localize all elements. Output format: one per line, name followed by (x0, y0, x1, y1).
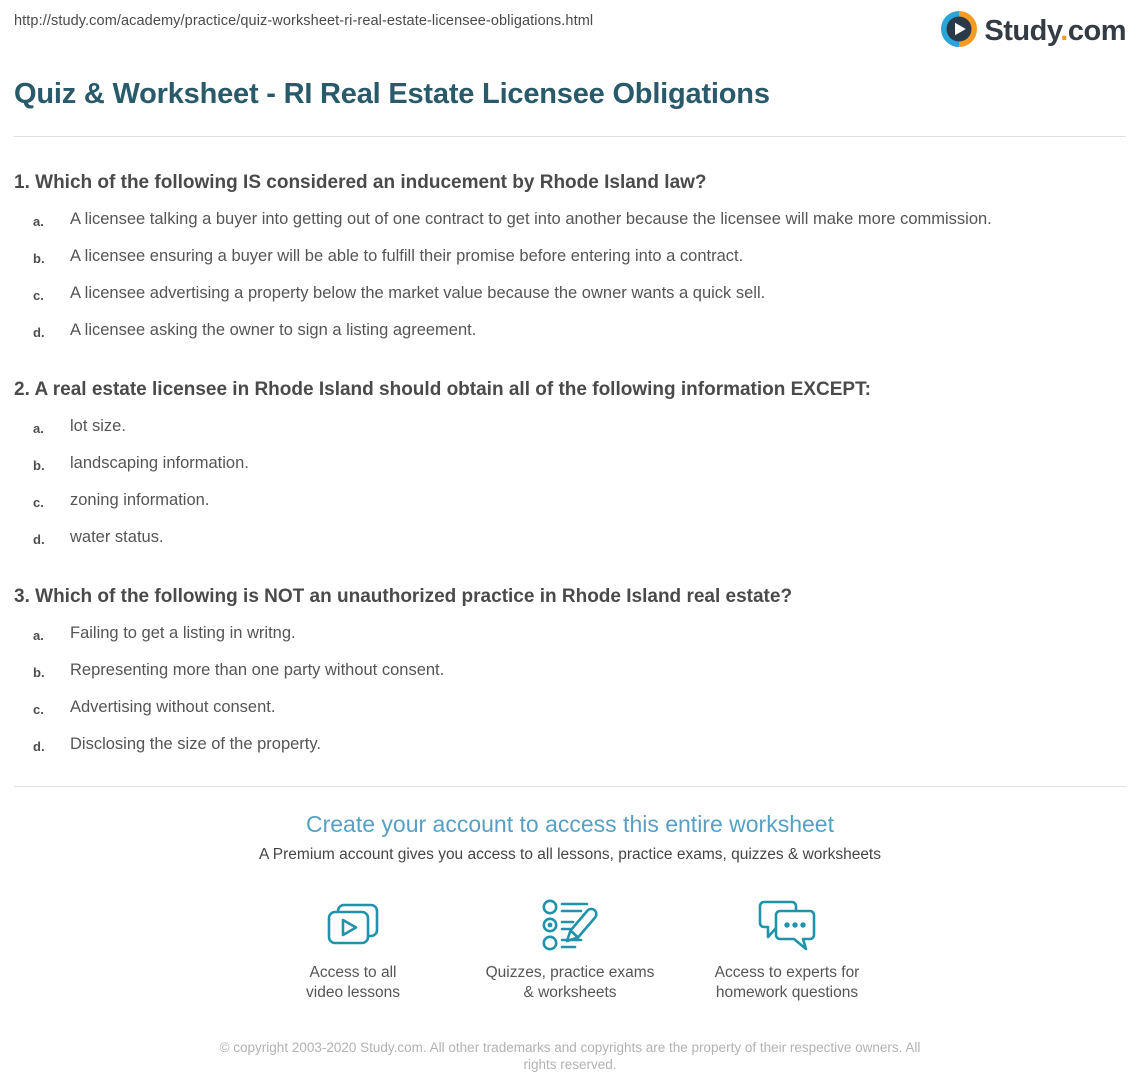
option-letter: a. (33, 214, 44, 229)
option-text: lot size. (70, 417, 126, 435)
quizzes-worksheets-icon (541, 895, 599, 953)
create-account-link[interactable]: Create your account to access this entire worksheet (306, 811, 834, 837)
option-letter: d. (33, 532, 45, 547)
answer-option (14, 733, 1126, 758)
option-text: A licensee asking the owner to sign a listing agreement. (70, 321, 477, 339)
logo-text: Study.com (984, 15, 1126, 47)
option-letter: c. (33, 288, 44, 303)
answer-option (14, 489, 1126, 514)
chat-experts-icon (756, 895, 818, 953)
play-logo-icon (940, 10, 978, 53)
cta-section (14, 809, 1126, 1003)
option-letter: d. (33, 325, 45, 340)
option-letter: c. (33, 495, 44, 510)
answer-option (14, 208, 1126, 233)
question-2 (14, 377, 1126, 551)
page-url: http://study.com/academy/practice/quiz-worksheet-ri-real-estate-licensee-obligations.html (14, 13, 594, 29)
feature-label: Quizzes, practice exams & worksheets (485, 964, 655, 1001)
header (14, 0, 1126, 50)
feature-label: Access to all video lessons (306, 964, 400, 1001)
option-letter: a. (33, 628, 44, 643)
question-heading: 2. A real estate licensee in Rhode Island should obtain all of the following information EXCEPT: (14, 379, 871, 400)
premium-subheading: A Premium account gives you access to all lessons, practice exams, quizzes & worksheets (259, 846, 881, 863)
option-text: A licensee ensuring a buyer will be able to fulfill their promise before entering into a contract. (70, 247, 744, 265)
copyright-notice: © copyright 2003-2020 Study.com. All other trademarks and copyrights are the property of their respective owners. All rights reserved. (219, 1040, 921, 1072)
answer-option (14, 282, 1126, 307)
question-3 (14, 584, 1126, 758)
question-1 (14, 170, 1126, 344)
option-text: A licensee talking a buyer into getting out of one contract to get into another because the licensee will make more commission. (70, 210, 992, 228)
option-letter: b. (33, 458, 45, 473)
video-lessons-icon (325, 895, 381, 953)
answer-option (14, 526, 1126, 551)
option-text: Disclosing the size of the property. (70, 735, 321, 753)
answer-option (14, 452, 1126, 477)
option-letter: b. (33, 251, 45, 266)
option-text: Failing to get a listing in writng. (70, 624, 296, 642)
answer-option (14, 696, 1126, 721)
studycom-logo[interactable] (940, 10, 1126, 53)
option-letter: d. (33, 739, 45, 754)
cta-divider (14, 786, 1126, 787)
feature-quizzes-worksheets (462, 895, 679, 1003)
option-letter: a. (33, 421, 44, 436)
feature-expert-chat (679, 895, 896, 1003)
option-letter: b. (33, 665, 45, 680)
feature-list (14, 895, 1126, 1003)
answer-option (14, 622, 1126, 647)
option-text: A licensee advertising a property below the market value because the owner wants a quick sell. (70, 284, 766, 302)
feature-video-lessons (245, 895, 462, 1003)
feature-label: Access to experts for homework questions (714, 964, 860, 1001)
option-letter: c. (33, 702, 44, 717)
answer-option (14, 415, 1126, 440)
option-text: Advertising without consent. (70, 698, 276, 716)
option-text: water status. (70, 528, 164, 546)
page-title: Quiz & Worksheet - RI Real Estate Licensee Obligations (14, 78, 770, 110)
question-heading: 3. Which of the following is NOT an unauthorized practice in Rhode Island real estate? (14, 586, 793, 607)
answer-option (14, 659, 1126, 684)
option-text: Representing more than one party without consent. (70, 661, 445, 679)
option-text: zoning information. (70, 491, 210, 509)
answer-option (14, 245, 1126, 270)
question-heading: 1. Which of the following IS considered an inducement by Rhode Island law? (14, 172, 707, 193)
answer-option (14, 319, 1126, 344)
title-divider (14, 136, 1126, 137)
option-text: landscaping information. (70, 454, 249, 472)
